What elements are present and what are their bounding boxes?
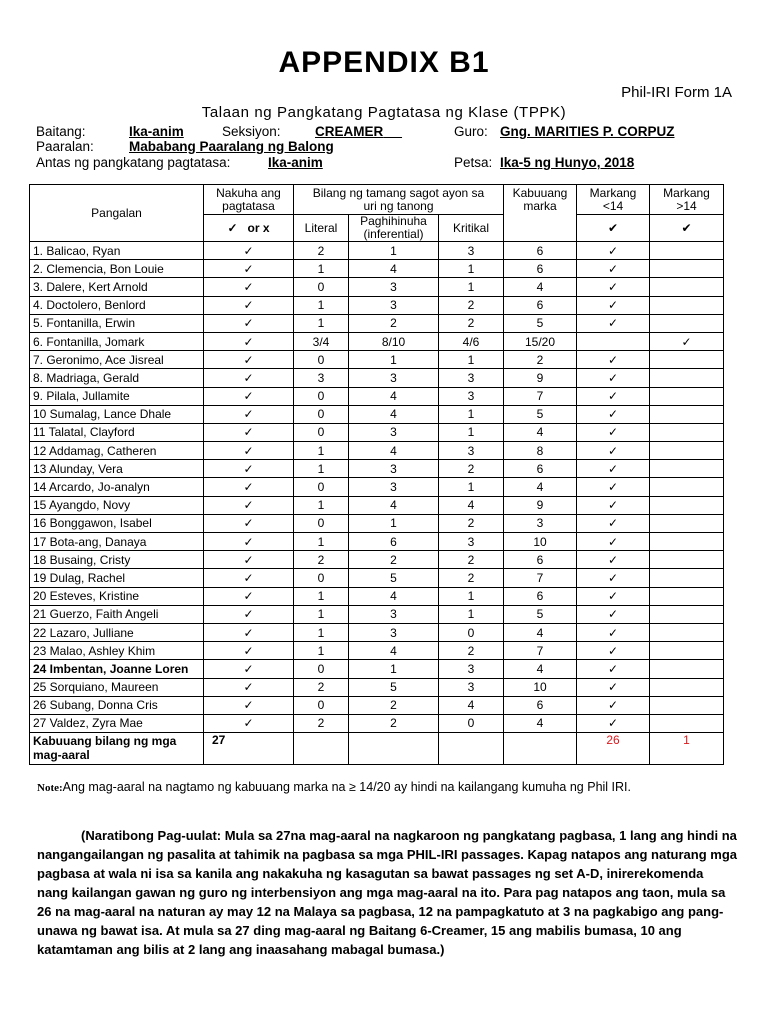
cell-name: 8. Madriaga, Gerald — [30, 369, 204, 387]
cell-critical: 3 — [439, 678, 504, 696]
cell-critical: 3 — [439, 387, 504, 405]
table-row — [30, 587, 724, 605]
table-row — [30, 533, 724, 551]
cell-literal: 1 — [294, 460, 349, 478]
cell-name: 9. Pilala, Jullamite — [30, 387, 204, 405]
cell-lt14: ✓ — [577, 496, 650, 514]
cell-lt14: ✓ — [577, 369, 650, 387]
header-took-sub: ✓ or x — [204, 215, 294, 242]
table-row — [30, 460, 724, 478]
footer-label: Kabuuang bilang ng mga mag-aaral — [30, 733, 204, 765]
teacher-value: Gng. MARITIES P. CORPUZ — [500, 124, 675, 139]
cell-gt14 — [650, 696, 724, 714]
table-row — [30, 642, 724, 660]
cell-literal: 1 — [294, 260, 349, 278]
cell-literal: 0 — [294, 660, 349, 678]
cell-gt14 — [650, 460, 724, 478]
cell-inferential: 1 — [349, 242, 439, 260]
cell-gt14 — [650, 660, 724, 678]
cell-literal: 0 — [294, 405, 349, 423]
cell-took: ✓ — [204, 405, 294, 423]
cell-total: 15/20 — [504, 332, 577, 350]
cell-inferential: 2 — [349, 714, 439, 732]
cell-literal: 1 — [294, 642, 349, 660]
cell-inferential: 3 — [349, 605, 439, 623]
cell-critical: 3 — [439, 660, 504, 678]
cell-critical: 3 — [439, 442, 504, 460]
cell-critical: 1 — [439, 478, 504, 496]
footer-empty — [439, 733, 504, 765]
cell-total: 6 — [504, 551, 577, 569]
page-subtitle: Talaan ng Pangkatang Pagtatasa ng Klase (TPPK) — [201, 104, 567, 121]
cell-lt14: ✓ — [577, 623, 650, 641]
table-row — [30, 678, 724, 696]
table-row — [30, 351, 724, 369]
cell-took: ✓ — [204, 605, 294, 623]
cell-inferential: 3 — [349, 369, 439, 387]
grade-value: Ika-anim — [129, 124, 184, 139]
header-total: Kabuuang marka — [504, 185, 577, 242]
cell-inferential: 5 — [349, 678, 439, 696]
cell-inferential: 1 — [349, 514, 439, 532]
cell-total: 4 — [504, 278, 577, 296]
footer-empty — [504, 733, 577, 765]
cell-took: ✓ — [204, 660, 294, 678]
cell-critical: 2 — [439, 514, 504, 532]
cell-gt14: ✓ — [650, 332, 724, 350]
header-inferential: Paghihinuha (inferential) — [349, 215, 439, 242]
cell-total: 5 — [504, 314, 577, 332]
cell-lt14: ✓ — [577, 351, 650, 369]
table-row — [30, 696, 724, 714]
cell-lt14: ✓ — [577, 678, 650, 696]
table-row — [30, 314, 724, 332]
cell-name: 20 Esteves, Kristine — [30, 587, 204, 605]
cell-critical: 1 — [439, 405, 504, 423]
note-label: Note: — [37, 782, 63, 794]
level-label: Antas ng pangkatang pagtatasa: — [36, 155, 231, 170]
cell-gt14 — [650, 714, 724, 732]
cell-name: 3. Dalere, Kert Arnold — [30, 278, 204, 296]
cell-lt14: ✓ — [577, 569, 650, 587]
cell-lt14: ✓ — [577, 387, 650, 405]
cell-inferential: 4 — [349, 260, 439, 278]
cell-literal: 1 — [294, 496, 349, 514]
header-name: Pangalan — [30, 185, 204, 242]
check-icon: ✓ — [227, 220, 238, 235]
cell-lt14: ✓ — [577, 242, 650, 260]
cell-took: ✓ — [204, 714, 294, 732]
tppk-table — [29, 184, 724, 765]
teacher-label: Guro: — [454, 124, 488, 139]
cell-gt14 — [650, 551, 724, 569]
cell-took: ✓ — [204, 533, 294, 551]
cell-total: 6 — [504, 242, 577, 260]
cell-gt14 — [650, 569, 724, 587]
cell-name: 4. Doctolero, Benlord — [30, 296, 204, 314]
table-row — [30, 260, 724, 278]
cell-inferential: 4 — [349, 405, 439, 423]
footer-empty — [294, 733, 349, 765]
cell-took: ✓ — [204, 423, 294, 441]
cell-lt14: ✓ — [577, 278, 650, 296]
cell-name: 5. Fontanilla, Erwin — [30, 314, 204, 332]
cell-total: 4 — [504, 423, 577, 441]
cell-gt14 — [650, 496, 724, 514]
cell-took: ✓ — [204, 314, 294, 332]
cell-critical: 2 — [439, 460, 504, 478]
cell-lt14: ✓ — [577, 696, 650, 714]
cell-literal: 1 — [294, 587, 349, 605]
cell-lt14 — [577, 332, 650, 350]
cell-literal: 0 — [294, 351, 349, 369]
cell-total: 9 — [504, 496, 577, 514]
cell-gt14 — [650, 678, 724, 696]
cell-critical: 0 — [439, 714, 504, 732]
cell-critical: 4 — [439, 496, 504, 514]
table-row — [30, 605, 724, 623]
cell-literal: 0 — [294, 278, 349, 296]
cell-inferential: 4 — [349, 442, 439, 460]
table-row — [30, 332, 724, 350]
cell-lt14: ✓ — [577, 587, 650, 605]
table-row — [30, 369, 724, 387]
cell-inferential: 1 — [349, 660, 439, 678]
cell-lt14: ✓ — [577, 714, 650, 732]
date-label: Petsa: — [454, 155, 493, 170]
cell-total: 6 — [504, 460, 577, 478]
grade-label: Baitang: — [36, 124, 86, 139]
cell-critical: 1 — [439, 260, 504, 278]
section-value: CREAMER — [315, 124, 384, 139]
note-text: Ang mag-aaral na nagtamo ng kabuuang marka na ≥ 14/20 ay hindi na kailangang kumuha ng Phil IRI. — [62, 780, 631, 794]
cell-took: ✓ — [204, 332, 294, 350]
cell-literal: 0 — [294, 514, 349, 532]
cell-gt14 — [650, 314, 724, 332]
cell-literal: 0 — [294, 387, 349, 405]
cell-inferential: 4 — [349, 496, 439, 514]
table-row — [30, 242, 724, 260]
cell-name: 13 Alunday, Vera — [30, 460, 204, 478]
cell-total: 4 — [504, 660, 577, 678]
cell-literal: 2 — [294, 242, 349, 260]
cell-literal: 2 — [294, 714, 349, 732]
cell-lt14: ✓ — [577, 442, 650, 460]
header-took: Nakuha ang pagtatasa — [204, 185, 294, 215]
cell-took: ✓ — [204, 260, 294, 278]
table-row — [30, 569, 724, 587]
cell-inferential: 3 — [349, 296, 439, 314]
cell-critical: 2 — [439, 314, 504, 332]
cell-name: 16 Bonggawon, Isabel — [30, 514, 204, 532]
cell-took: ✓ — [204, 387, 294, 405]
cell-lt14: ✓ — [577, 405, 650, 423]
cell-critical: 1 — [439, 278, 504, 296]
cell-name: 7. Geronimo, Ace Jisreal — [30, 351, 204, 369]
cell-literal: 1 — [294, 314, 349, 332]
cell-took: ✓ — [204, 351, 294, 369]
cell-gt14 — [650, 296, 724, 314]
cell-took: ✓ — [204, 369, 294, 387]
cell-total: 7 — [504, 387, 577, 405]
cell-critical: 3 — [439, 242, 504, 260]
cell-took: ✓ — [204, 278, 294, 296]
cell-gt14 — [650, 260, 724, 278]
cell-gt14 — [650, 533, 724, 551]
cell-lt14: ✓ — [577, 660, 650, 678]
cell-critical: 1 — [439, 587, 504, 605]
cell-name: 19 Dulag, Rachel — [30, 569, 204, 587]
table-row — [30, 405, 724, 423]
cell-gt14 — [650, 514, 724, 532]
cell-lt14: ✓ — [577, 260, 650, 278]
cell-literal: 1 — [294, 533, 349, 551]
cell-total: 9 — [504, 369, 577, 387]
cell-gt14 — [650, 642, 724, 660]
cell-inferential: 4 — [349, 587, 439, 605]
cell-total: 6 — [504, 296, 577, 314]
cell-critical: 2 — [439, 551, 504, 569]
cell-total: 6 — [504, 587, 577, 605]
page-title: APPENDIX B1 — [278, 46, 490, 79]
cell-lt14: ✓ — [577, 478, 650, 496]
cell-inferential: 2 — [349, 551, 439, 569]
cell-name: 24 Imbentan, Joanne Loren — [30, 660, 204, 678]
cell-lt14: ✓ — [577, 642, 650, 660]
cell-name: 2. Clemencia, Bon Louie — [30, 260, 204, 278]
narrative-report: (Naratibong Pag-uulat: Mula sa 27na mag-aaral na nagkaroon ng pangkatang pagbasa, 1 lang ang hindi na nangangailangan ng pasalita at tahimik na pagbasa sa mga PHIL-IRI passages. Kapag natapos ang naturang mga pagbasa at wala ni isa sa kanila ang nakakuha ng kasagutan sa bawat passages ng set A-D, inirerekomenda nang kailangan gawan ng guro ng interbensiyon ang mga mag-aaral na ito. Para pag natapos ang taon, mula sa 26 na mag-aaral na naturan ay may 12 na Malaya sa pagbasa, 12 na pampagkatuto at 3 na pagkabigo ang pang-unawa ng bawat isa. At mula sa 27 ding mag-aaral ng Baitang 6-Creamer, 15 ang mabilis bumasa, 10 ang katamtaman ang bilis at 2 lang ang inaasahang mabagal bumasa.) — [37, 828, 738, 957]
footer-lt14-total: 26 — [577, 733, 650, 765]
cell-total: 10 — [504, 533, 577, 551]
cell-critical: 3 — [439, 369, 504, 387]
cell-inferential: 4 — [349, 642, 439, 660]
cell-total: 2 — [504, 351, 577, 369]
cell-total: 10 — [504, 678, 577, 696]
cell-took: ✓ — [204, 623, 294, 641]
cell-critical: 0 — [439, 623, 504, 641]
cell-inferential: 3 — [349, 478, 439, 496]
cell-gt14 — [650, 387, 724, 405]
cell-took: ✓ — [204, 514, 294, 532]
cell-name: 10 Sumalag, Lance Dhale — [30, 405, 204, 423]
cell-took: ✓ — [204, 242, 294, 260]
cell-total: 4 — [504, 714, 577, 732]
cell-took: ✓ — [204, 696, 294, 714]
cell-lt14: ✓ — [577, 296, 650, 314]
cell-critical: 1 — [439, 423, 504, 441]
cell-name: 1. Balicao, Ryan — [30, 242, 204, 260]
cell-lt14: ✓ — [577, 423, 650, 441]
cell-gt14 — [650, 351, 724, 369]
cell-inferential: 3 — [349, 460, 439, 478]
cell-literal: 0 — [294, 423, 349, 441]
cell-took: ✓ — [204, 569, 294, 587]
cell-critical: 1 — [439, 351, 504, 369]
cell-name: 25 Sorquiano, Maureen — [30, 678, 204, 696]
cell-literal: 1 — [294, 605, 349, 623]
school-value: Mababang Paaralang ng Balong — [129, 139, 334, 154]
cell-lt14: ✓ — [577, 605, 650, 623]
table-row — [30, 660, 724, 678]
table-row — [30, 423, 724, 441]
footer-took-total: 27 — [204, 733, 294, 765]
cell-inferential: 6 — [349, 533, 439, 551]
cell-gt14 — [650, 278, 724, 296]
cell-gt14 — [650, 478, 724, 496]
cell-gt14 — [650, 369, 724, 387]
cell-total: 5 — [504, 405, 577, 423]
cell-name: 6. Fontanilla, Jomark — [30, 332, 204, 350]
header-lt14: Markang <14 — [577, 185, 650, 215]
cell-took: ✓ — [204, 496, 294, 514]
cell-inferential: 5 — [349, 569, 439, 587]
cell-literal: 1 — [294, 296, 349, 314]
header-critical: Kritikal — [439, 215, 504, 242]
cell-name: 18 Busaing, Cristy — [30, 551, 204, 569]
cell-inferential: 3 — [349, 423, 439, 441]
form-id: Phil-IRI Form 1A — [621, 84, 732, 101]
cell-took: ✓ — [204, 587, 294, 605]
cell-inferential: 8/10 — [349, 332, 439, 350]
table-row — [30, 551, 724, 569]
cell-total: 3 — [504, 514, 577, 532]
cell-inferential: 3 — [349, 623, 439, 641]
cell-literal: 1 — [294, 442, 349, 460]
cell-gt14 — [650, 442, 724, 460]
cell-name: 27 Valdez, Zyra Mae — [30, 714, 204, 732]
cell-critical: 1 — [439, 605, 504, 623]
cell-took: ✓ — [204, 551, 294, 569]
cell-total: 6 — [504, 696, 577, 714]
table-row — [30, 387, 724, 405]
table-row — [30, 623, 724, 641]
header-correct-answers: Bilang ng tamang sagot ayon sa uri ng tanong — [294, 185, 504, 215]
cell-inferential: 2 — [349, 314, 439, 332]
table-row — [30, 278, 724, 296]
table-row — [30, 442, 724, 460]
cell-critical: 3 — [439, 533, 504, 551]
cell-name: 11 Talatal, Clayford — [30, 423, 204, 441]
cell-total: 6 — [504, 260, 577, 278]
cell-gt14 — [650, 423, 724, 441]
cell-literal: 3 — [294, 369, 349, 387]
header-gt14-check: ✔ — [650, 215, 724, 242]
cell-took: ✓ — [204, 642, 294, 660]
cell-total: 4 — [504, 478, 577, 496]
table-row — [30, 478, 724, 496]
cell-name: 22 Lazaro, Julliane — [30, 623, 204, 641]
cell-name: 21 Guerzo, Faith Angeli — [30, 605, 204, 623]
header-lt14-check: ✔ — [577, 215, 650, 242]
cell-literal: 0 — [294, 696, 349, 714]
cell-name: 15 Ayangdo, Novy — [30, 496, 204, 514]
cell-literal: 0 — [294, 569, 349, 587]
cell-name: 23 Malao, Ashley Khim — [30, 642, 204, 660]
cell-inferential: 2 — [349, 696, 439, 714]
date-value: Ika-5 ng Hunyo, 2018 — [500, 155, 635, 170]
cell-lt14: ✓ — [577, 314, 650, 332]
cell-total: 4 — [504, 623, 577, 641]
cell-total: 7 — [504, 569, 577, 587]
cell-literal: 3/4 — [294, 332, 349, 350]
cell-inferential: 1 — [349, 351, 439, 369]
footer-empty — [349, 733, 439, 765]
cell-lt14: ✓ — [577, 533, 650, 551]
cell-gt14 — [650, 405, 724, 423]
cell-critical: 2 — [439, 296, 504, 314]
cell-literal: 0 — [294, 478, 349, 496]
cell-name: 17 Bota-ang, Danaya — [30, 533, 204, 551]
table-row — [30, 514, 724, 532]
cell-name: 14 Arcardo, Jo-analyn — [30, 478, 204, 496]
cell-literal: 1 — [294, 623, 349, 641]
cell-total: 7 — [504, 642, 577, 660]
cell-lt14: ✓ — [577, 551, 650, 569]
cell-critical: 4 — [439, 696, 504, 714]
table-row — [30, 496, 724, 514]
cell-inferential: 4 — [349, 387, 439, 405]
cell-critical: 2 — [439, 569, 504, 587]
school-label: Paaralan: — [36, 139, 94, 154]
cell-name: 26 Subang, Donna Cris — [30, 696, 204, 714]
header-gt14: Markang >14 — [650, 185, 724, 215]
header-literal: Literal — [294, 215, 349, 242]
footer-gt14-total: 1 — [650, 733, 724, 765]
cell-took: ✓ — [204, 478, 294, 496]
cell-gt14 — [650, 623, 724, 641]
cell-total: 5 — [504, 605, 577, 623]
section-label: Seksiyon: — [222, 124, 281, 139]
cell-inferential: 3 — [349, 278, 439, 296]
cell-gt14 — [650, 587, 724, 605]
cell-critical: 4/6 — [439, 332, 504, 350]
table-row — [30, 714, 724, 732]
cell-gt14 — [650, 242, 724, 260]
cell-literal: 2 — [294, 551, 349, 569]
cell-name: 12 Addamag, Catheren — [30, 442, 204, 460]
cell-critical: 2 — [439, 642, 504, 660]
cell-took: ✓ — [204, 460, 294, 478]
level-value: Ika-anim — [268, 155, 323, 170]
cell-gt14 — [650, 605, 724, 623]
cell-took: ✓ — [204, 296, 294, 314]
cell-lt14: ✓ — [577, 514, 650, 532]
cell-took: ✓ — [204, 678, 294, 696]
cell-total: 8 — [504, 442, 577, 460]
note — [37, 780, 631, 794]
table-row — [30, 296, 724, 314]
cell-lt14: ✓ — [577, 460, 650, 478]
cell-took: ✓ — [204, 442, 294, 460]
cell-literal: 2 — [294, 678, 349, 696]
